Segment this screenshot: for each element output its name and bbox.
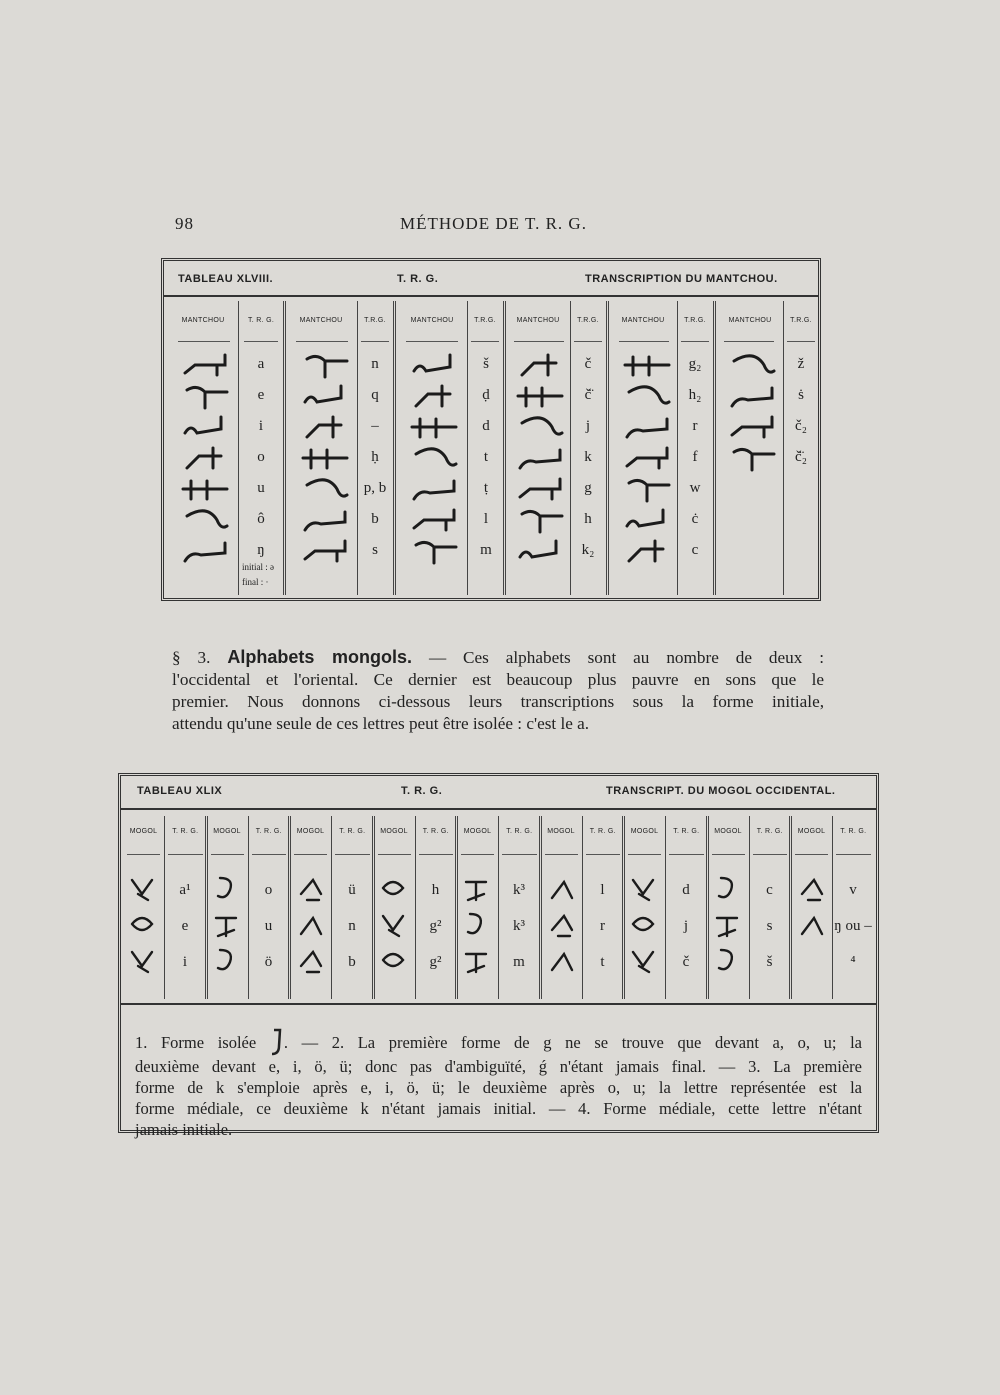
manchu-glyph-icon [174, 413, 236, 441]
transcription-value: g² [429, 954, 442, 970]
header-underline [619, 341, 669, 342]
transcription-value: i [182, 954, 188, 970]
header-underline [244, 341, 278, 342]
table-48-title: TABLEAU XLVIII. [178, 273, 274, 285]
col-header-mantchou-2: MANTCHOU [299, 317, 343, 324]
transcription-value: m [480, 542, 492, 558]
manchu-glyph-icon [403, 413, 465, 441]
transcription-value: o [264, 882, 273, 898]
transcription-value: ṭ [483, 480, 489, 496]
transcription-value: č₂ [795, 418, 807, 434]
transcription-value: p, b [363, 480, 387, 496]
transcription-value: m [513, 954, 525, 970]
divider [283, 301, 286, 595]
transcription-value: č [682, 954, 690, 970]
transcription-value: h [584, 511, 592, 527]
manchu-glyph-icon [509, 475, 571, 503]
transcription-value: n [371, 356, 379, 372]
header-underline [127, 854, 160, 855]
transcription-value: č̈₂ [795, 449, 807, 465]
paragraph-line-2: l'occidental et l'oriental. Ce dernier est beaucoup plus pauvre en sons que le [172, 670, 824, 689]
table-49-notes [135, 1028, 862, 1140]
transcription-value: ḍ [482, 387, 490, 403]
col-header-mogol: MOGOL [213, 828, 241, 835]
header-underline [787, 341, 815, 342]
manchu-glyph-icon [721, 351, 783, 379]
mongol-glyph-icon [207, 874, 247, 906]
transcription-value: g [584, 480, 592, 496]
header-underline [252, 854, 287, 855]
transcription-value: g₂ [688, 356, 702, 372]
header-underline [586, 854, 621, 855]
mongol-glyph-icon [290, 910, 330, 942]
col-header-trg-1: T. R. G. [247, 317, 275, 324]
manchu-glyph-icon [509, 537, 571, 565]
transcription-value: c [691, 542, 699, 558]
mongol-glyph-icon [708, 874, 748, 906]
manchu-glyph-icon [509, 413, 571, 441]
header-underline [628, 854, 661, 855]
transcription-value: š [766, 954, 773, 970]
transcription-value: v [849, 882, 857, 898]
table-48-center-label: T. R. G. [397, 273, 439, 285]
manchu-glyph-icon [509, 382, 571, 410]
note-line-4: forme de k s'emploie après e, i, ö, ü; le deuxième après o, u; la lettre représentée est la [135, 1078, 862, 1097]
transcription-value: j [585, 418, 591, 434]
col-header-mogol: MOGOL [463, 828, 492, 835]
note-2: . — 2. La première forme de g ne se trouve que devant a, o, u; la [283, 1033, 863, 1052]
manchu-glyph-icon [721, 382, 783, 410]
col-header-trg-2: T.R.G. [364, 317, 386, 324]
mongol-glyph-icon [374, 910, 414, 942]
manchu-glyph-icon [294, 382, 356, 410]
transcription-value: f [692, 449, 698, 465]
manchu-glyph-icon [721, 413, 783, 441]
manchu-glyph-icon [174, 382, 236, 410]
header-underline [211, 854, 244, 855]
col-header-trg: T. R. G. [339, 828, 366, 835]
manchu-glyph-icon [294, 537, 356, 565]
transcription-value: k [584, 449, 592, 465]
manchu-glyph-icon [294, 444, 356, 472]
col-header-trg: T. R. G. [172, 828, 199, 835]
header-underline [514, 341, 564, 342]
mongol-glyph-icon [123, 946, 163, 978]
col-header-mantchou-1: MANTCHOU [181, 317, 225, 324]
transcription-value: r [600, 918, 605, 934]
transcription-value: ċ [691, 511, 699, 527]
manchu-glyph-icon [403, 475, 465, 503]
paragraph-line-3: premier. Nous donnons ci-dessous leurs transcriptions sous la forme initiale, [172, 692, 824, 711]
header-underline [296, 341, 348, 342]
col-header-trg-4: T.R.G. [577, 317, 599, 324]
manchu-glyph-icon [509, 351, 571, 379]
transcription-value: l [483, 511, 489, 527]
header-underline [724, 341, 774, 342]
section-heading: Alphabets mongols. [227, 647, 413, 667]
transcription-value: ô [257, 511, 265, 527]
transcription-value: q [371, 387, 379, 403]
manchu-glyph-icon [616, 351, 678, 379]
transcription-value: č̈ [584, 387, 592, 403]
mongol-glyph-icon [457, 874, 497, 906]
transcription-value: ö [264, 954, 273, 970]
col-header-mogol: MOGOL [797, 828, 826, 835]
header-underline [178, 341, 230, 342]
transcription-value: ṡ [798, 387, 804, 403]
col-header-trg-6: T.R.G. [790, 317, 812, 324]
header-underline [753, 854, 788, 855]
mongol-glyph-icon [791, 910, 831, 942]
transcription-value: t [483, 449, 489, 465]
header-underline [406, 341, 458, 342]
mongol-glyph-icon [290, 946, 330, 978]
col-header-trg: T. R. G. [840, 828, 867, 835]
transcription-value: s [372, 542, 378, 558]
transcription-value: d [682, 882, 690, 898]
transcription-value: ü [348, 882, 356, 898]
header-underline [294, 854, 327, 855]
manchu-glyph-icon [174, 351, 236, 379]
header-underline [471, 341, 499, 342]
table-49-mongol [118, 773, 879, 1139]
manchu-glyph-icon [174, 444, 236, 472]
note-line-6: jamais initiale. [135, 1120, 233, 1139]
transcription-value: k³ [513, 882, 525, 898]
col-header-mogol: MOGOL [630, 828, 659, 835]
mongol-glyph-icon [374, 946, 414, 978]
header-underline [795, 854, 828, 855]
header-underline [669, 854, 704, 855]
manchu-glyph-icon [721, 444, 783, 472]
manchu-glyph-icon [403, 444, 465, 472]
mongol-glyph-icon [708, 910, 748, 942]
mongol-glyph-icon [123, 874, 163, 906]
table-49-bottom-rule [121, 1003, 876, 1005]
transcription-value: k₂ [581, 542, 595, 558]
manchu-glyph-icon [509, 506, 571, 534]
section-number: § 3. [172, 648, 211, 667]
mongol-glyph-icon [541, 946, 581, 978]
transcription-value: c [766, 882, 773, 898]
transcription-value: d [482, 418, 490, 434]
running-title: MÉTHODE DE T. R. G. [400, 214, 587, 233]
isolated-a-glyph-icon [270, 1028, 284, 1056]
transcription-value: e [257, 387, 265, 403]
transcription-value: – [371, 418, 379, 434]
header-underline [712, 854, 745, 855]
manchu-glyph-icon [403, 351, 465, 379]
transcription-value: ḥ [371, 449, 379, 465]
manchu-glyph-icon [174, 506, 236, 534]
page-number: 98 [175, 214, 194, 233]
transcription-value: k³ [513, 918, 525, 934]
header-underline [681, 341, 709, 342]
transcription-value: i [258, 418, 264, 434]
mongol-glyph-icon [624, 946, 664, 978]
header-underline [419, 854, 454, 855]
col-header-mantchou-6: MANTCHOU [728, 317, 772, 324]
col-header-trg: T. R. G. [506, 828, 533, 835]
mongol-glyph-icon [207, 946, 247, 978]
header-underline [461, 854, 494, 855]
manchu-glyph-icon [616, 382, 678, 410]
transcription-value: s [766, 918, 773, 934]
col-header-trg-3: T.R.G. [474, 317, 496, 324]
transcription-value: g² [429, 918, 442, 934]
mongol-glyph-icon [123, 910, 163, 942]
header-underline [378, 854, 411, 855]
header-underline [335, 854, 370, 855]
mongol-glyph-icon [541, 910, 581, 942]
manchu-glyph-icon [403, 537, 465, 565]
transcription-value: w [689, 480, 701, 496]
transcription-value: ŋ [257, 542, 265, 558]
table-48-manchu [161, 258, 821, 601]
mongol-glyph-icon [541, 874, 581, 906]
mongol-glyph-icon [708, 946, 748, 978]
mongol-glyph-icon [791, 874, 831, 906]
manchu-glyph-icon [294, 413, 356, 441]
header-underline [361, 341, 389, 342]
col-header-mantchou-5: MANTCHOU [621, 317, 665, 324]
transcription-value: a¹ [179, 882, 191, 898]
mongol-glyph-icon [624, 910, 664, 942]
transcription-value: š [483, 356, 489, 372]
note-line-3: deuxième devant e, i, ö, ü; donc pas d'ambiguïté, ǵ n'étant jamais final. — 3. La première [135, 1057, 862, 1076]
transcription-value: e [181, 918, 189, 934]
note-final: final : · [242, 577, 269, 587]
transcription-value: b [348, 954, 356, 970]
col-header-mantchou-4: MANTCHOU [516, 317, 560, 324]
manchu-glyph-icon [403, 506, 465, 534]
mongol-glyph-icon [457, 946, 497, 978]
transcription-value: ŋ ou –⁴ [834, 918, 872, 970]
manchu-glyph-icon [174, 475, 236, 503]
col-header-mogol: MOGOL [714, 828, 742, 835]
transcription-value: r [692, 418, 698, 434]
divider [238, 301, 239, 595]
header-underline [168, 854, 203, 855]
manchu-glyph-icon [294, 506, 356, 534]
table-49-right-label: TRANSCRIPT. DU MOGOL OCCIDENTAL. [606, 785, 836, 797]
col-header-mogol: MOGOL [547, 828, 575, 835]
table-48-right-label: TRANSCRIPTION DU MANTCHOU. [585, 273, 778, 285]
note-initial: initial : ə [242, 562, 274, 572]
paragraph-line-4: attendu qu'une seule de ces lettres peut être isolée : c'est le a. [172, 714, 590, 733]
header-underline [545, 854, 578, 855]
manchu-glyph-icon [616, 475, 678, 503]
transcription-value: h [431, 882, 440, 898]
col-header-mantchou-3: MANTCHOU [410, 317, 454, 324]
col-header-trg: T. R. G. [673, 828, 700, 835]
col-header-mogol: MOGOL [129, 828, 158, 835]
paragraph-line-1: — Ces alphabets sont au nombre de deux : [412, 648, 825, 667]
note-line-5: forme médiale, ce deuxième k n'étant jamais initial. — 4. Forme médiale, cette lettre n'étant [135, 1099, 862, 1118]
transcription-value: h₂ [688, 387, 702, 403]
mongol-glyph-icon [290, 874, 330, 906]
transcription-value: ž [797, 356, 805, 372]
mongol-glyph-icon [624, 874, 664, 906]
col-header-trg: T. R. G. [756, 828, 783, 835]
transcription-value: a [257, 356, 265, 372]
transcription-value: n [348, 918, 356, 934]
transcription-value: t [600, 954, 605, 970]
table-48-top-rule [164, 295, 818, 297]
note-1: 1. Forme isolée [135, 1033, 257, 1052]
transcription-value: l [600, 882, 605, 898]
manchu-glyph-icon [509, 444, 571, 472]
col-header-mogol: MOGOL [380, 828, 408, 835]
transcription-value: b [371, 511, 379, 527]
mongol-glyph-icon [457, 910, 497, 942]
table-49-title: TABLEAU XLIX [137, 785, 223, 797]
mongol-glyph-icon [374, 874, 414, 906]
col-header-trg: T. R. G. [422, 828, 449, 835]
col-header-trg-5: T.R.G. [684, 317, 706, 324]
manchu-glyph-icon [294, 351, 356, 379]
transcription-value: o [257, 449, 265, 465]
header-underline [574, 341, 602, 342]
section-paragraph [172, 646, 824, 735]
manchu-glyph-icon [174, 537, 236, 565]
table-49-center-label: T. R. G. [401, 785, 443, 797]
header-underline [502, 854, 537, 855]
header-underline [836, 854, 871, 855]
manchu-glyph-icon [403, 382, 465, 410]
col-header-mogol: MOGOL [296, 828, 325, 835]
transcription-value: č [584, 356, 592, 372]
mongol-glyph-icon [207, 910, 247, 942]
manchu-glyph-icon [616, 444, 678, 472]
col-header-trg: T. R. G. [255, 828, 282, 835]
manchu-glyph-icon [294, 475, 356, 503]
col-header-trg: T. R. G. [589, 828, 616, 835]
manchu-glyph-icon [616, 506, 678, 534]
manchu-glyph-icon [616, 413, 678, 441]
transcription-value: j [683, 918, 689, 934]
table-49-top-rule [121, 808, 876, 810]
transcription-value: u [264, 918, 273, 934]
manchu-glyph-icon [616, 537, 678, 565]
transcription-value: u [257, 480, 265, 496]
